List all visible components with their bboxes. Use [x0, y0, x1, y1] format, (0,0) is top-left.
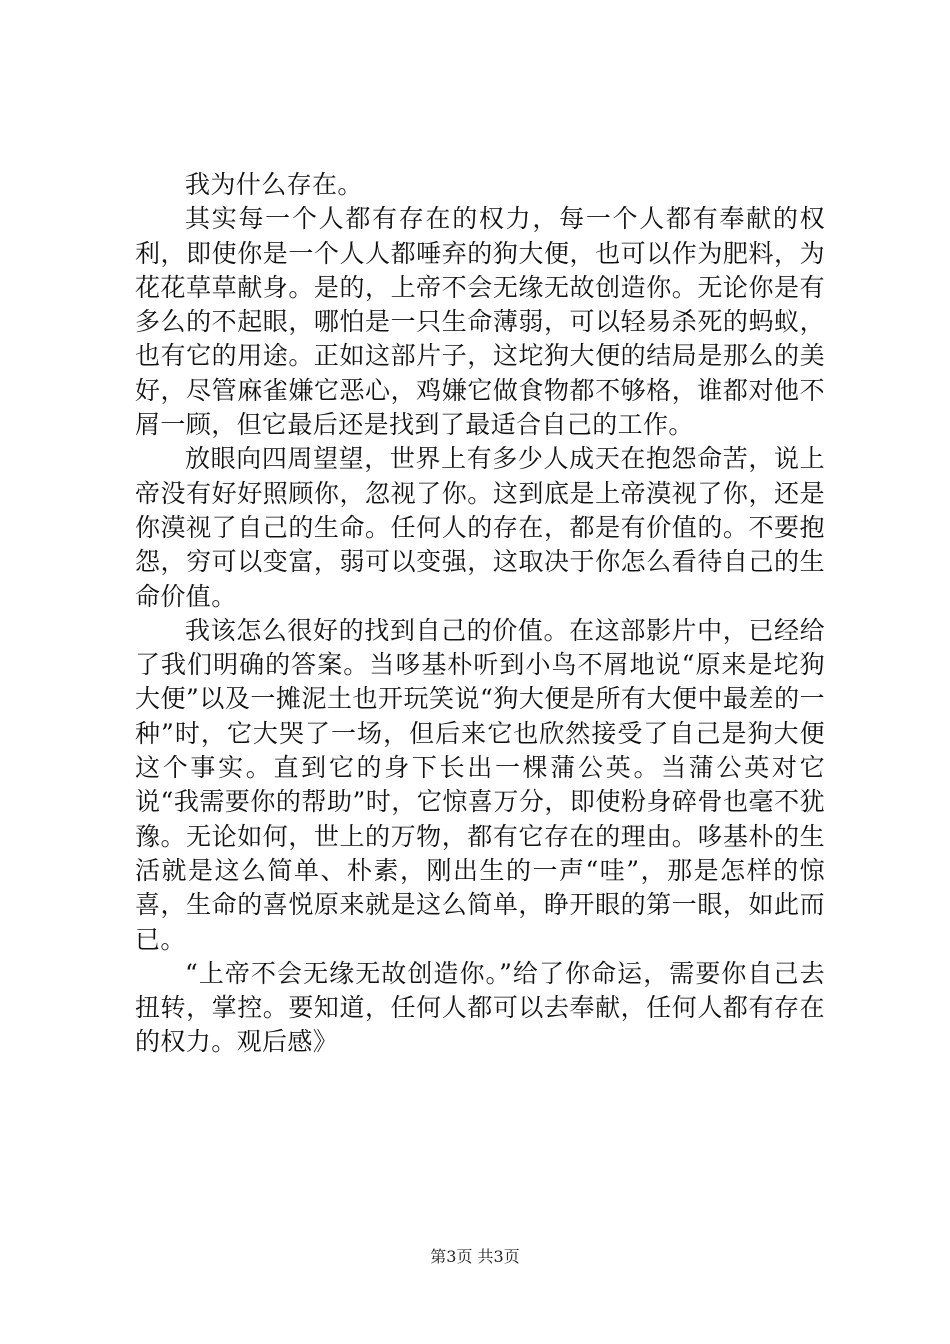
paragraph-5: “上帝不会无缘无故创造你。”给了你命运，需要你自己去扭转，掌控。要知道，任何人都可以去奉献，任何人都有存在的权力。观后感》: [135, 958, 825, 1057]
paragraph-4: 我该怎么很好的找到自己的价值。在这部影片中，已经给了我们明确的答案。当哆基朴听到小鸟不屑地说“原来是坨狗大便”以及一摊泥土也开玩笑说“狗大便是所有大便中最差的一种”时，它大哭了一场，但后来它也欣然接受了自己是狗大便这个事实。直到它的身下长出一棵蒲公英。当蒲公英对它说“我需要你的帮助”时，它惊喜万分，即使粉身碎骨也毫不犹豫。无论如何，世上的万物，都有它存在的理由。哆基朴的生活就是这么简单、朴素，刚出生的一声“哇”，那是怎样的惊喜，生命的喜悦原来就是这么简单，睁开眼的第一眼，如此而已。: [135, 615, 825, 954]
page-footer: 第3页 共3页: [430, 1247, 520, 1266]
paragraph-1: 我为什么存在。: [185, 170, 363, 199]
paragraph-2: 其实每一个人都有存在的权力，每一个人都有奉献的权利，即使你是一个人人都唾弃的狗大便，也可以作为肥料，为花花草草献身。是的，上帝不会无缘无故创造你。无论你是有多么的不起眼，哪怕是一只生命薄弱，可以轻易杀死的蚂蚁，也有它的用途。正如这部片子，这坨狗大便的结局是那么的美好，尽管麻雀嫌它恶心，鸡嫌它做食物都不够格，谁都对他不屑一顾，但它最后还是找到了最适合自己的工作。: [135, 204, 825, 440]
paragraph-3: 放眼向四周望望，世界上有多少人成天在抱怨命苦，说上帝没有好好照顾你，忽视了你。这到底是上帝漠视了你，还是你漠视了自己的生命。任何人的存在，都是有价值的。不要抱怨，穷可以变富，弱可以变强，这取决于你怎么看待自己的生命价值。: [135, 444, 825, 611]
document-body: [135, 168, 825, 1060]
